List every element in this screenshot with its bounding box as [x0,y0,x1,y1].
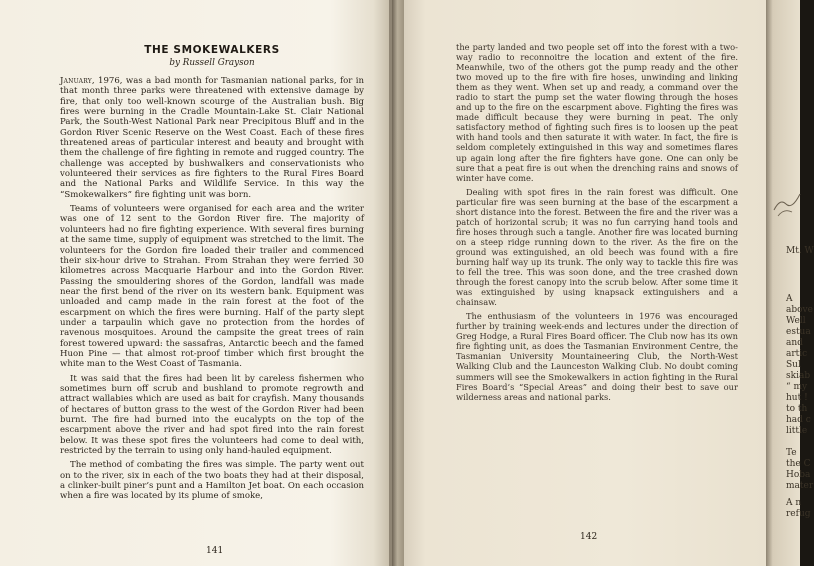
paragraph-4: The method of combating the fires was simple. The party went out on to the river, six in each of the two boats they had at their disposal, a clinker-built piner’s punt and a Hamilton Jet boat. On each occasion when a fire was located by its plume of smoke, [60,460,364,502]
illustration-fragment-icon [766,180,800,220]
left-page [0,0,392,566]
edge-fragment: to th [786,404,808,414]
edge-fragment: had c [786,415,811,425]
edge-fragment: the C [786,459,811,469]
edge-fragment: Well [786,316,806,326]
edge-fragment: mater [786,481,814,491]
paragraph-3: It was said that the fires had been lit by careless fishermen who sometimes burn off scrub and bushland to promote regrowth and attract wallabies which are used as bait for crayfish. Many thousands of hectares of button grass to the west of the Gordon River had been burnt. The fire had burned into the eucalypts on the top of the escarpment above the river and had spot fired into the rain forest below. It was these spot fires the volunteers had come to deal with, restricted by the terrain to using only hand-hauled equipment. [60,373,364,457]
paragraph-7: The enthusiasm of the volunteers in 1976 was encouraged further by training week-ends and lectures under the direction of Greg Hodge, a Rural Fires Board officer. The Club now has its own fire fighting unit, as does the Tasmanian Environment Centre, the Tasmanian University Mountaineering Club, the North-West Walking Club and the Launceston Walking Club. No doubt coming summers will see the Smokewalkers in action fighting in the Rural Fires Board’s “Special Areas” and doing their best to save our wilderness areas and national parks. [456,311,738,402]
paragraph-2: Teams of volunteers were organised for each area and the writer was one of 12 sent to the Gordon River fire. The majority of volunteers had no fire fighting experience. With several fires burning at the same time, supply of equipment was stretched to the limit. The volunteers for the Gordon fire loaded their trailer and commenced their six-hour drive to Strahan. From Strahan they were ferried 30 kilometres across Macquarie Harbour and into the Gordon River. Passing the smouldering shores of the Gordon, landfall was made near the first bend of the river on its western bank. Equipment was unloaded and camp made in the rain forest at the foot of the escarpment on which the fires were burning. Half of the party slept under a tarpaulin which gave no protection from the hordes of ravenous mosquitoes. Around the campsite the great trees of rain forest towered upward: the sassafras, Antarctic beech and the famed Huon Pine — that almost rot-proof timber which first brought the white man to the West Coast of Tasmania. [60,204,364,370]
edge-fragment: hut ! [786,393,808,403]
edge-fragment: Mt. W [786,246,814,256]
edge-fragment: estua [786,327,811,337]
edge-fragment: refug [786,509,811,519]
edge-fragment: Hoba [786,470,811,480]
article-byline: by Russell Grayson [169,58,255,68]
edge-fragment: A [786,294,793,304]
edge-fragment: skiab [786,371,811,381]
edge-fragment: A n [786,498,802,508]
paragraph-1 [60,76,364,200]
left-text-column [60,76,364,506]
article-title: THE SMOKEWALKERS [144,44,280,56]
edge-fragment: little [786,426,808,436]
page-number-right: 142 [580,532,598,542]
next-page-edge [766,0,814,566]
edge-fragment: “ my [786,382,808,392]
paragraph-6: Dealing with spot fires in the rain forest was difficult. One particular fire was seen burning at the base of the escarpment a short distance into the forest. Between the fire and the river was a patch of horizontal scrub; it was no fun carrying hand tools and fire hoses through such a tangle. Another fire was located burning on a steep ridge running down to the river. As the fire on the ground was extinguished, an old beech was found with a fire burning half way up its trunk. The only way to tackle this fire was to fell the tree. This was soon done, and the tree crashed down through the forest canopy into the scrub below. After some time it was extinguished by using knapsack extinguishers and a chainsaw. [456,186,738,308]
page-number-left: 141 [206,546,224,556]
right-text-column [456,42,738,406]
right-page [404,0,766,566]
book-gutter [392,0,404,566]
edge-fragment: above [786,305,813,315]
paragraph-1-text: , 1976, was a bad month for Tasmanian national parks, for in that month three parks were threatened with extensive damage by fire, that only too well-known scourge of the Australian bush. Big fires were burning in the Cradle Mountain-Lake St. Clair National Park, the South-West National Park near Precipitous Bluff and in the Gordon River Scenic Reserve on the West Coast. Each of these fires threatened areas of particular interest and beauty and brought with them the challenge of fire fighting in remote and rugged country. The challenge was accepted by bushwalkers and conservationists who volunteered their services as fire fighters to the Rural Fires Board and the National Parks and Wildlife Service. In this way the “Smokewalkers” fire fighting unit was born. [60,76,364,200]
edge-fragment: Te [786,448,797,458]
paragraph-5: the party landed and two people set off into the forest with a two-way radio to reconnoitre the location and extent of the fire. Meanwhile, two of the others got the pump ready and the other two moved up to the fire with fire hoses, unwinding and linking them as they went. When set up and ready, a command over the radio to start the pump set the water flowing through the hoses and up to the fire on the escarpment above. Fighting the fires was made difficult because they were burning in peat. The only satisfactory method of fighting such fires is to loosen up the peat with hand tools and then saturate it with water. In fact, the fire is seldom completely extinguished in this way and sometimes flares up again long after the fire fighters have gone. One can only be sure that a peat fire is out when the drenching rains and snows of winter have come. [456,42,738,183]
edge-fragment: artic [786,349,808,359]
lead-word: January [60,76,92,86]
edge-fragment: and [786,338,803,348]
edge-fragment: Sul [786,360,801,370]
